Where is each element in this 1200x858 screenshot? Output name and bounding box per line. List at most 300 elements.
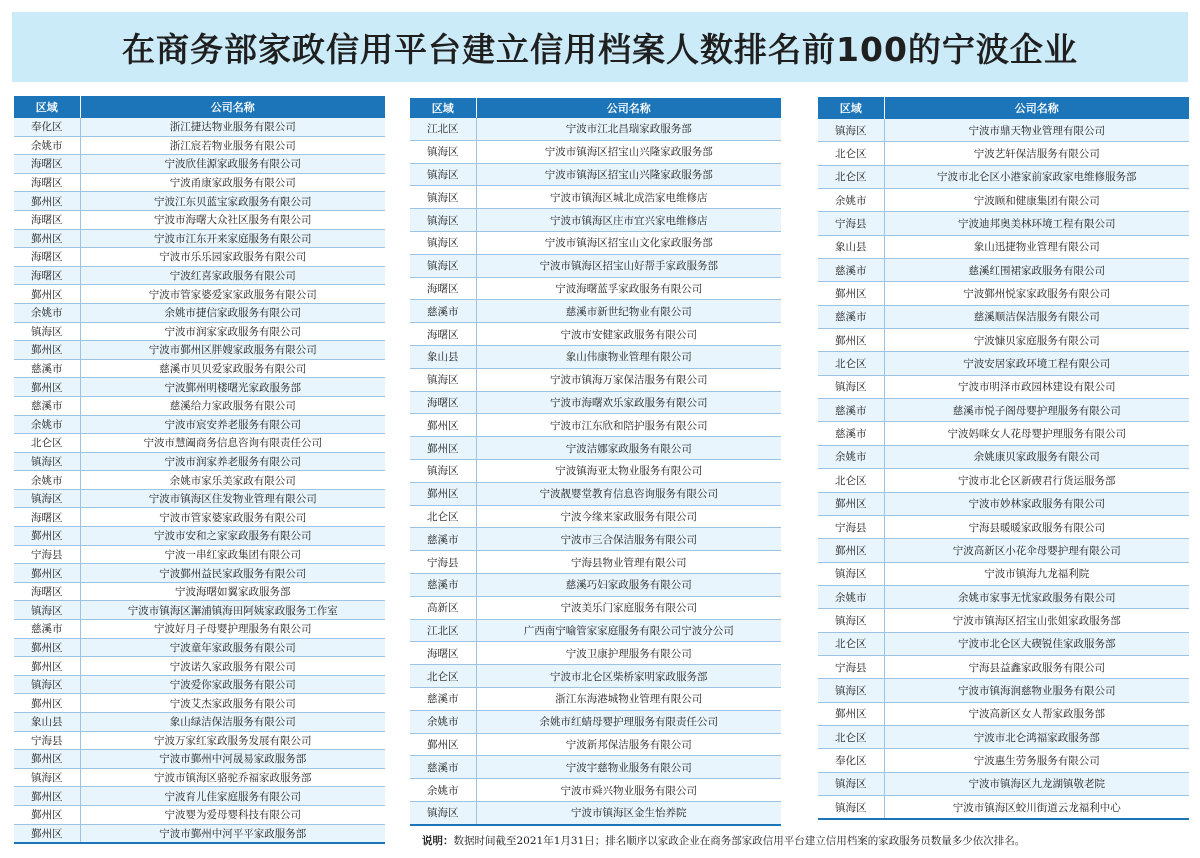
table-row	[410, 368, 781, 391]
table-row	[410, 277, 781, 300]
cell-area: 慈溪市	[410, 687, 476, 710]
table-row	[818, 212, 1189, 235]
cell-company-name: 宁波诺久家政服务有限公司	[80, 657, 385, 676]
table-row	[410, 573, 781, 596]
cell-company-name: 宁海县益鑫家政服务有限公司	[884, 655, 1189, 678]
cell-area: 鄞州区	[818, 539, 884, 562]
cell-company-name: 慈溪巧妇家政服务有限公司	[476, 573, 781, 596]
cell-company-name: 宁波美乐门家庭服务有限公司	[476, 596, 781, 619]
cell-area: 镇海区	[14, 675, 80, 694]
cell-area: 海曙区	[410, 391, 476, 414]
cell-company-name: 余姚康贝家政服务有限公司	[884, 445, 1189, 468]
cell-company-name: 宁波市镇海区招宝山文化家政服务部	[476, 231, 781, 254]
cell-company-name: 宁波镇海亚太物业服务有限公司	[476, 459, 781, 482]
cell-company-name: 宁波市管家婆爱家家政服务有限公司	[80, 285, 385, 304]
column-header-area: 区域	[14, 96, 80, 118]
cell-area: 镇海区	[410, 163, 476, 186]
cell-area: 海曙区	[410, 277, 476, 300]
cell-area: 镇海区	[818, 119, 884, 142]
table-row	[410, 437, 781, 460]
cell-company-name: 宁波好月子母婴护理服务有限公司	[80, 620, 385, 639]
cell-company-name: 宁波慷贝家庭服务有限公司	[884, 329, 1189, 352]
cell-company-name: 浙江捷达物业服务有限公司	[80, 118, 385, 136]
cell-company-name: 宁波市安健家政服务有限公司	[476, 323, 781, 346]
table-row	[14, 285, 385, 304]
cell-area: 慈溪市	[14, 359, 80, 378]
cell-area: 北仑区	[818, 165, 884, 188]
cell-company-name: 宁波市镇海区住发物业管理有限公司	[80, 489, 385, 508]
table-header-row	[14, 96, 385, 118]
cell-company-name: 宁波市江东欣和陪护服务有限公司	[476, 414, 781, 437]
table-row	[14, 359, 385, 378]
cell-company-name: 余姚市家乐美家政有限公司	[80, 471, 385, 490]
cell-company-name: 宁波甬康家政服务有限公司	[80, 173, 385, 192]
table-row	[14, 768, 385, 787]
table-row	[818, 492, 1189, 515]
cell-company-name: 宁波市镇海区澥浦镇海田阿姨家政服务工作室	[80, 601, 385, 620]
cell-area: 镇海区	[410, 368, 476, 391]
cell-company-name: 宁波市镇海区招宝山兴隆家政服务部	[476, 163, 781, 186]
cell-area: 北仑区	[818, 469, 884, 492]
cell-area: 慈溪市	[410, 528, 476, 551]
cell-area: 镇海区	[410, 459, 476, 482]
footnote	[422, 833, 1192, 851]
cell-company-name: 宁波童年家政服务有限公司	[80, 638, 385, 657]
table-row	[410, 118, 781, 140]
table-row	[14, 601, 385, 620]
cell-company-name: 宁波顾和健康集团有限公司	[884, 189, 1189, 212]
table-row	[410, 779, 781, 802]
table-row	[14, 582, 385, 601]
cell-area: 北仑区	[818, 725, 884, 748]
cell-area: 鄞州区	[14, 824, 80, 843]
cell-company-name: 宁波惠生劳务服务有限公司	[884, 749, 1189, 772]
table-row	[410, 756, 781, 779]
cell-area: 海曙区	[14, 155, 80, 174]
cell-company-name: 慈溪给力家政服务有限公司	[80, 396, 385, 415]
cell-area: 镇海区	[818, 679, 884, 702]
column-header-area: 区域	[410, 98, 476, 118]
cell-company-name: 宁波市镇海九龙福利院	[884, 562, 1189, 585]
cell-company-name: 宁波市北仑鸿福家政服务部	[884, 725, 1189, 748]
table-row	[14, 657, 385, 676]
cell-company-name: 广西南宁喻管家家庭服务有限公司宁波分公司	[476, 619, 781, 642]
table-row	[410, 323, 781, 346]
cell-area: 慈溪市	[410, 300, 476, 323]
table-row	[818, 539, 1189, 562]
table-row	[410, 163, 781, 186]
cell-area: 镇海区	[818, 609, 884, 632]
cell-area: 余姚市	[14, 471, 80, 490]
cell-area: 海曙区	[410, 323, 476, 346]
cell-company-name: 象山迅捷物业管理有限公司	[884, 235, 1189, 258]
cell-area: 镇海区	[14, 768, 80, 787]
cell-area: 海曙区	[14, 248, 80, 267]
table-row	[410, 345, 781, 368]
cell-area: 象山县	[14, 713, 80, 732]
cell-company-name: 宁波市鄞州中河晟易家政服务部	[80, 750, 385, 769]
cell-area: 慈溪市	[818, 305, 884, 328]
cell-company-name: 慈溪红围裙家政服务有限公司	[884, 259, 1189, 282]
cell-area: 镇海区	[410, 140, 476, 163]
cell-area: 镇海区	[818, 795, 884, 819]
table-row	[818, 795, 1189, 819]
cell-area: 余姚市	[410, 779, 476, 802]
cell-area: 慈溪市	[818, 422, 884, 445]
cell-company-name: 宁波市鄞州区胖嫂家政服务有限公司	[80, 341, 385, 360]
cell-area: 海曙区	[410, 642, 476, 665]
cell-company-name: 宁波市舜兴物业服务有限公司	[476, 779, 781, 802]
cell-company-name: 宁波市北仑区小港家前家政家电维修服务部	[884, 165, 1189, 188]
cell-area: 海曙区	[14, 173, 80, 192]
table-row	[410, 528, 781, 551]
cell-area: 余姚市	[818, 189, 884, 212]
column-header-name: 公司名称	[80, 96, 385, 118]
cell-company-name: 宁波市三合保洁服务有限公司	[476, 528, 781, 551]
cell-area: 宁海县	[14, 731, 80, 750]
cell-company-name: 宁波市镇海区招宝山张姐家政服务部	[884, 609, 1189, 632]
cell-area: 鄞州区	[410, 733, 476, 756]
cell-company-name: 宁波市镇海区庄市宜兴家电维修店	[476, 209, 781, 232]
cell-company-name: 宁波爱你家政服务有限公司	[80, 675, 385, 694]
cell-area: 镇海区	[818, 562, 884, 585]
title-banner	[12, 12, 1188, 82]
cell-area: 鄞州区	[14, 192, 80, 211]
cell-company-name: 宁波市镇海区招宝山兴隆家政服务部	[476, 140, 781, 163]
cell-company-name: 宁波艺轩保洁服务有限公司	[884, 142, 1189, 165]
cell-company-name: 宁波市镇海区招宝山好帮手家政服务部	[476, 254, 781, 277]
cell-area: 余姚市	[14, 136, 80, 155]
cell-company-name: 宁波万家红家政服务发展有限公司	[80, 731, 385, 750]
cell-area: 鄞州区	[818, 329, 884, 352]
table-row	[14, 118, 385, 136]
cell-company-name: 宁波市鼎天物业管理有限公司	[884, 119, 1189, 142]
table-row	[410, 482, 781, 505]
table-row	[14, 266, 385, 285]
cell-area: 慈溪市	[410, 573, 476, 596]
table-row	[14, 303, 385, 322]
table-row	[410, 186, 781, 209]
cell-company-name: 浙江宸若物业服务有限公司	[80, 136, 385, 155]
cell-area: 慈溪市	[410, 756, 476, 779]
cell-area: 镇海区	[410, 254, 476, 277]
table-row	[818, 375, 1189, 398]
cell-company-name: 宁波高新区小花伞母婴护理有限公司	[884, 539, 1189, 562]
footnote-text: 数据时间截至2021年1月31日；排名顺序以家政企业在商务部家政信用平台建立信用档案的家政服务员数量多少依次排名。	[453, 835, 1026, 847]
cell-area: 慈溪市	[14, 620, 80, 639]
table-row	[14, 434, 385, 453]
table-row	[14, 322, 385, 341]
table-row	[410, 231, 781, 254]
table-row	[410, 642, 781, 665]
table-row	[410, 300, 781, 323]
cell-company-name: 宁波市妙林家政服务有限公司	[884, 492, 1189, 515]
table-header-row	[410, 98, 781, 118]
cell-area: 镇海区	[14, 452, 80, 471]
cell-area: 镇海区	[410, 231, 476, 254]
cell-company-name: 宁波宇慈物业服务有限公司	[476, 756, 781, 779]
table-row	[14, 527, 385, 546]
cell-area: 鄞州区	[14, 657, 80, 676]
cell-area: 余姚市	[410, 710, 476, 733]
table-row	[14, 192, 385, 211]
cell-company-name: 慈溪市新世纪物业有限公司	[476, 300, 781, 323]
cell-company-name: 宁波市北仑区新碶君行货运服务部	[884, 469, 1189, 492]
cell-company-name: 宁波市乐乐园家政服务有限公司	[80, 248, 385, 267]
table-row	[818, 515, 1189, 538]
table-row	[818, 469, 1189, 492]
cell-area: 宁海县	[410, 551, 476, 574]
table-row	[14, 471, 385, 490]
cell-area: 镇海区	[410, 186, 476, 209]
cell-area: 慈溪市	[14, 396, 80, 415]
cell-company-name: 慈溪顺洁保洁服务有限公司	[884, 305, 1189, 328]
cell-area: 鄞州区	[14, 527, 80, 546]
cell-area: 余姚市	[14, 303, 80, 322]
page-title: 在商务部家政信用平台建立信用档案人数排名前100的宁波企业	[122, 29, 1078, 69]
table-row	[14, 229, 385, 248]
table-row	[818, 352, 1189, 375]
cell-company-name: 宁波市镇海润慈物业服务有限公司	[884, 679, 1189, 702]
cell-area: 镇海区	[410, 209, 476, 232]
cell-area: 慈溪市	[818, 399, 884, 422]
table-row	[410, 414, 781, 437]
cell-company-name: 宁波海曙如翼家政服务部	[80, 582, 385, 601]
cell-company-name: 象山伟康物业管理有限公司	[476, 345, 781, 368]
cell-company-name: 浙江东海港城物业管理有限公司	[476, 687, 781, 710]
cell-company-name: 宁波市明泽市政园林建设有限公司	[884, 375, 1189, 398]
table-row	[410, 505, 781, 528]
table-row	[410, 687, 781, 710]
cell-area: 北仑区	[410, 665, 476, 688]
cell-company-name: 余姚市捷信家政服务有限公司	[80, 303, 385, 322]
company-table-1	[14, 96, 385, 844]
table-row	[818, 329, 1189, 352]
cell-company-name: 象山绿洁保洁服务有限公司	[80, 713, 385, 732]
table-row	[14, 675, 385, 694]
column-header-name: 公司名称	[884, 97, 1189, 119]
cell-area: 北仑区	[818, 142, 884, 165]
cell-company-name: 慈溪市贝贝爱家政服务有限公司	[80, 359, 385, 378]
table-row	[14, 341, 385, 360]
cell-area: 海曙区	[14, 266, 80, 285]
cell-area: 鄞州区	[818, 702, 884, 725]
cell-company-name: 宁波鄞州益民家政服务有限公司	[80, 564, 385, 583]
cell-company-name: 宁波鄞州明楼曙光家政服务部	[80, 378, 385, 397]
cell-company-name: 宁波市镇海万家保洁服务有限公司	[476, 368, 781, 391]
table-row	[818, 165, 1189, 188]
table-row	[818, 772, 1189, 795]
table-row	[818, 562, 1189, 585]
table-row	[818, 259, 1189, 282]
cell-company-name: 宁波市北仑区柴桥家明家政服务部	[476, 665, 781, 688]
table-row	[410, 619, 781, 642]
cell-area: 江北区	[410, 619, 476, 642]
cell-area: 鄞州区	[14, 750, 80, 769]
cell-area: 余姚市	[818, 445, 884, 468]
cell-area: 镇海区	[14, 322, 80, 341]
cell-area: 象山县	[410, 345, 476, 368]
table-row	[818, 585, 1189, 608]
table-row	[410, 596, 781, 619]
table-row	[14, 713, 385, 732]
cell-company-name: 宁波市镇海区九龙湖镇敬老院	[884, 772, 1189, 795]
cell-company-name: 宁波市江北昌瑞家政服务部	[476, 118, 781, 140]
table-header-row	[818, 97, 1189, 119]
cell-company-name: 宁波市润家养老服务有限公司	[80, 452, 385, 471]
cell-company-name: 宁波市镇海区金生怡养院	[476, 801, 781, 824]
cell-area: 鄞州区	[14, 378, 80, 397]
cell-area: 宁海县	[818, 655, 884, 678]
table-row	[410, 254, 781, 277]
footnote-label: 说明：	[422, 835, 454, 847]
cell-company-name: 慈溪市悦子阁母婴护理服务有限公司	[884, 399, 1189, 422]
cell-area: 余姚市	[14, 415, 80, 434]
cell-company-name: 宁波新邦保洁服务有限公司	[476, 733, 781, 756]
cell-company-name: 宁波安居家政环境工程有限公司	[884, 352, 1189, 375]
cell-area: 北仑区	[14, 434, 80, 453]
table-row	[14, 750, 385, 769]
table-row	[818, 305, 1189, 328]
table-row	[818, 119, 1189, 142]
cell-company-name: 宁波市海曙欢乐家政服务有限公司	[476, 391, 781, 414]
cell-company-name: 宁波市安和之家家政服务有限公司	[80, 527, 385, 546]
cell-area: 北仑区	[410, 505, 476, 528]
cell-company-name: 宁波鄞州悦家家政服务有限公司	[884, 282, 1189, 305]
table-row	[818, 189, 1189, 212]
cell-company-name: 宁海县物业管理有限公司	[476, 551, 781, 574]
table-row	[14, 248, 385, 267]
table-row	[14, 489, 385, 508]
cell-area: 鄞州区	[14, 787, 80, 806]
table-row	[14, 210, 385, 229]
cell-area: 高新区	[410, 596, 476, 619]
cell-company-name: 宁波市润家家政服务有限公司	[80, 322, 385, 341]
column-header-area: 区域	[818, 97, 884, 119]
table-row	[818, 282, 1189, 305]
table-row	[818, 445, 1189, 468]
cell-company-name: 宁波婴为爱母婴科技有限公司	[80, 805, 385, 824]
table-row	[14, 545, 385, 564]
cell-company-name: 宁波市北仑区大碶锐佳家政服务部	[884, 632, 1189, 655]
cell-area: 海曙区	[14, 210, 80, 229]
cell-area: 镇海区	[14, 601, 80, 620]
cell-company-name: 余姚市红蜻母婴护理服务有限责任公司	[476, 710, 781, 733]
cell-company-name: 宁波洁娜家政服务有限公司	[476, 437, 781, 460]
table-row	[14, 415, 385, 434]
company-table-2	[410, 98, 781, 826]
cell-company-name: 宁海县暖暖家政服务有限公司	[884, 515, 1189, 538]
cell-company-name: 宁波市宸安养老服务有限公司	[80, 415, 385, 434]
cell-company-name: 余姚市家事无忧家政服务有限公司	[884, 585, 1189, 608]
table-row	[14, 638, 385, 657]
cell-company-name: 宁波一串红家政集团有限公司	[80, 545, 385, 564]
cell-company-name: 宁波市镇海区城北成浩家电维修店	[476, 186, 781, 209]
cell-company-name: 宁波市江东开来家庭服务有限公司	[80, 229, 385, 248]
cell-area: 鄞州区	[818, 282, 884, 305]
cell-company-name: 宁波红喜家政服务有限公司	[80, 266, 385, 285]
cell-company-name: 宁波市鄞州中河平平家政服务部	[80, 824, 385, 843]
cell-company-name: 宁波市镇海区蛟川街道云龙福利中心	[884, 795, 1189, 819]
cell-area: 鄞州区	[410, 482, 476, 505]
cell-area: 余姚市	[818, 585, 884, 608]
table-row	[410, 459, 781, 482]
cell-area: 镇海区	[818, 375, 884, 398]
cell-area: 北仑区	[818, 352, 884, 375]
cell-company-name: 宁波市慧阖商务信息咨询有限责任公司	[80, 434, 385, 453]
cell-area: 鄞州区	[14, 564, 80, 583]
table-row	[410, 209, 781, 232]
cell-area: 镇海区	[14, 489, 80, 508]
cell-area: 镇海区	[818, 772, 884, 795]
cell-area: 宁海县	[818, 212, 884, 235]
cell-area: 鄞州区	[14, 285, 80, 304]
cell-company-name: 宁波迪邦奥美林环境工程有限公司	[884, 212, 1189, 235]
cell-company-name: 宁波欣佳源家政服务有限公司	[80, 155, 385, 174]
table-row	[818, 399, 1189, 422]
table-row	[14, 396, 385, 415]
cell-area: 海曙区	[14, 582, 80, 601]
table-row	[410, 391, 781, 414]
table-row	[818, 422, 1189, 445]
table-row	[14, 787, 385, 806]
cell-area: 鄞州区	[410, 414, 476, 437]
table-row	[14, 452, 385, 471]
table-row	[818, 632, 1189, 655]
table-row	[410, 140, 781, 163]
table-row	[818, 725, 1189, 748]
cell-company-name: 宁波市管家婆家政服务有限公司	[80, 508, 385, 527]
table-row	[14, 136, 385, 155]
cell-area: 宁海县	[14, 545, 80, 564]
table-row	[14, 173, 385, 192]
cell-company-name: 宁波妈咪女人花母婴护理服务有限公司	[884, 422, 1189, 445]
table-row	[14, 508, 385, 527]
company-table-3	[818, 97, 1189, 820]
table-row	[14, 564, 385, 583]
cell-area: 鄞州区	[818, 492, 884, 515]
cell-area: 鄞州区	[410, 437, 476, 460]
cell-area: 鄞州区	[14, 229, 80, 248]
cell-company-name: 宁波艾杰家政服务有限公司	[80, 694, 385, 713]
table-row	[818, 679, 1189, 702]
table-row	[14, 620, 385, 639]
table-row	[818, 749, 1189, 772]
cell-company-name: 宁波市镇海区骆驼乔福家政服务部	[80, 768, 385, 787]
table-row	[410, 710, 781, 733]
table-row	[14, 694, 385, 713]
cell-area: 鄞州区	[14, 341, 80, 360]
table-row	[818, 655, 1189, 678]
cell-area: 宁海县	[818, 515, 884, 538]
table-row	[410, 665, 781, 688]
cell-area: 鄞州区	[14, 638, 80, 657]
table-row	[14, 378, 385, 397]
cell-company-name: 宁波江东贝蓝宝家政服务有限公司	[80, 192, 385, 211]
cell-area: 江北区	[410, 118, 476, 140]
cell-area: 鄞州区	[14, 694, 80, 713]
cell-area: 镇海区	[410, 801, 476, 824]
table-row	[14, 155, 385, 174]
table-row	[410, 801, 781, 824]
column-header-name: 公司名称	[476, 98, 781, 118]
cell-area: 鄞州区	[14, 805, 80, 824]
cell-company-name: 宁波卫康护理服务有限公司	[476, 642, 781, 665]
table-row	[818, 235, 1189, 258]
cell-area: 北仑区	[818, 632, 884, 655]
table-row	[410, 733, 781, 756]
cell-company-name: 宁波靓婴堂教育信息咨询服务有限公司	[476, 482, 781, 505]
